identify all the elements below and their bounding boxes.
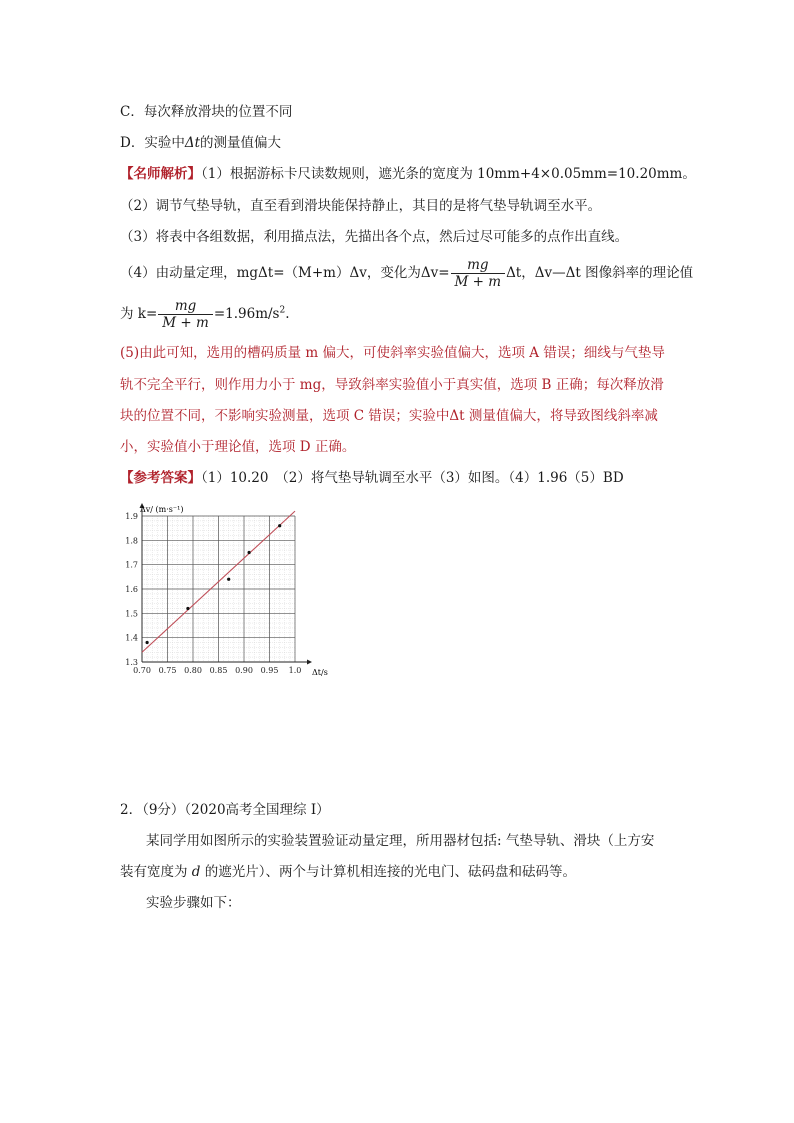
question-2-body-1 (146, 832, 654, 850)
fraction-numerator: mg (467, 257, 489, 273)
analysis-5-text-1: (5)由此可知，选用的槽码质量 m 偏大，可使斜率实验值偏大，选项 A 错误；细线与气垫导 (120, 345, 665, 361)
chart-data-point (248, 551, 251, 554)
question-2-body-2-d: d (191, 864, 201, 880)
y-tick-label: 1.6 (125, 585, 138, 594)
option-d (120, 134, 281, 152)
analysis-5-line-1 (120, 344, 665, 362)
question-2-header-text: 2．（9分）（2020高考全国理综 I） (120, 802, 330, 818)
analysis-5-line-3 (120, 407, 658, 425)
fraction-k-denominator: M + m (158, 314, 213, 331)
question-2-body-1-text: 某同学用如图所示的实验装置验证动量定理，所用器材包括: 气垫导轨、滑块（上方安 (146, 833, 655, 849)
option-d-dt: Δt (184, 135, 201, 151)
answer-text: （1）10.20 （2）将气垫导轨调至水平（3）如图。（4）1.96（5）BD (201, 470, 624, 486)
x-tick-label: 0.80 (184, 666, 202, 675)
x-tick-label: 1.0 (288, 666, 302, 675)
y-tick-label: 1.3 (125, 658, 138, 667)
option-c-text: C．每次释放滑块的位置不同 (120, 104, 293, 120)
analysis-4-text-d: =1.96m/s (213, 306, 280, 322)
x-tick-label: 0.75 (158, 666, 177, 675)
y-tick-label: 1.5 (125, 609, 138, 619)
analysis-line-1 (120, 165, 696, 183)
chart-data-point (146, 641, 149, 644)
analysis-5-text-3: 块的位置不同，不影响实验测量，选项 C 错误；实验中Δt 测量值偏大，将导致图线斜率减 (120, 408, 658, 424)
y-tick-label: 1.8 (125, 536, 138, 546)
question-2-body-3 (146, 894, 241, 912)
analysis-line-4 (120, 257, 693, 290)
question-2-body-2-text-b: 的遮光片）、两个与计算机相连接的光电门、砝码盘和砝码等。 (200, 864, 576, 880)
analysis-line-3 (120, 228, 628, 246)
analysis-1-text: （1）根据游标卡尺读数规则，遮光条的宽度为 10mm+4×0.05mm=10.20mm。 (201, 166, 696, 182)
question-2-body-3-text: 实验步骤如下： (146, 895, 241, 911)
fraction-k-numerator: mg (174, 298, 197, 314)
x-tick-label: 0.95 (260, 666, 279, 675)
answer-line (120, 469, 624, 487)
analysis-4-sup: 2 (279, 305, 286, 316)
fraction-k (158, 298, 213, 331)
analysis-4-text-a: （4）由动量定理，mgΔt=（M+m）Δv，变化为Δv= (120, 265, 450, 281)
analysis-line-4b (120, 298, 290, 331)
analysis-4-text-c: 为 k= (120, 306, 158, 322)
chart-axes (140, 503, 313, 665)
question-2-body-2-text-a: 装有宽度为 (120, 864, 192, 880)
chart-y-axis-label: Δv/ (m·s⁻¹) (140, 505, 184, 514)
fraction-denominator: M + m (451, 273, 506, 290)
analysis-5-text-4: 小，实验值小于理论值，选项 D 正确。 (120, 439, 356, 455)
question-2-header (120, 801, 330, 819)
analysis-3-text: （3）将表中各组数据，利用描点法，先描出各个点，然后过尽可能多的点作出直线。 (120, 229, 629, 245)
chart-major-grid (142, 516, 295, 662)
option-d-text-a: D．实验中 (120, 135, 185, 151)
dv-dt-chart (120, 500, 350, 700)
y-tick-label: 1.9 (125, 512, 138, 521)
analysis-4-text-b: Δt，Δv—Δt 图像斜率的理论值 (506, 265, 694, 281)
y-tick-label: 1.7 (125, 560, 138, 570)
analysis-5-line-2 (120, 376, 664, 394)
x-tick-label: 0.90 (235, 666, 253, 675)
chart-x-axis-label: Δt/s (312, 668, 328, 677)
question-2-body-2 (120, 863, 576, 881)
option-d-text-b: 的测量值偏大 (200, 135, 282, 151)
y-tick-label: 1.4 (125, 633, 138, 643)
analysis-tag: 【名师解析】 (120, 166, 201, 182)
analysis-5-line-4 (120, 438, 355, 456)
option-c (120, 103, 292, 121)
fraction-mg-over-mass (451, 257, 506, 290)
x-axis-arrow (307, 660, 312, 665)
analysis-4-text-e: . (285, 306, 290, 322)
analysis-2-text: （2）调节气垫导轨，直至看到滑块能保持静止，其目的是将气垫导轨调至水平。 (120, 198, 602, 214)
x-tick-label: 0.70 (133, 666, 151, 675)
chart-data-point (186, 607, 189, 610)
analysis-line-2 (120, 197, 601, 215)
chart-data-point (227, 578, 230, 581)
x-tick-label: 0.85 (209, 666, 228, 675)
answer-tag: 【参考答案】 (120, 470, 201, 486)
analysis-5-text-2: 轨不完全平行，则作用力小于 mg，导致斜率实验值小于真实值，选项 B 正确；每次释放滑 (120, 377, 664, 393)
chart-data-point (278, 524, 281, 527)
